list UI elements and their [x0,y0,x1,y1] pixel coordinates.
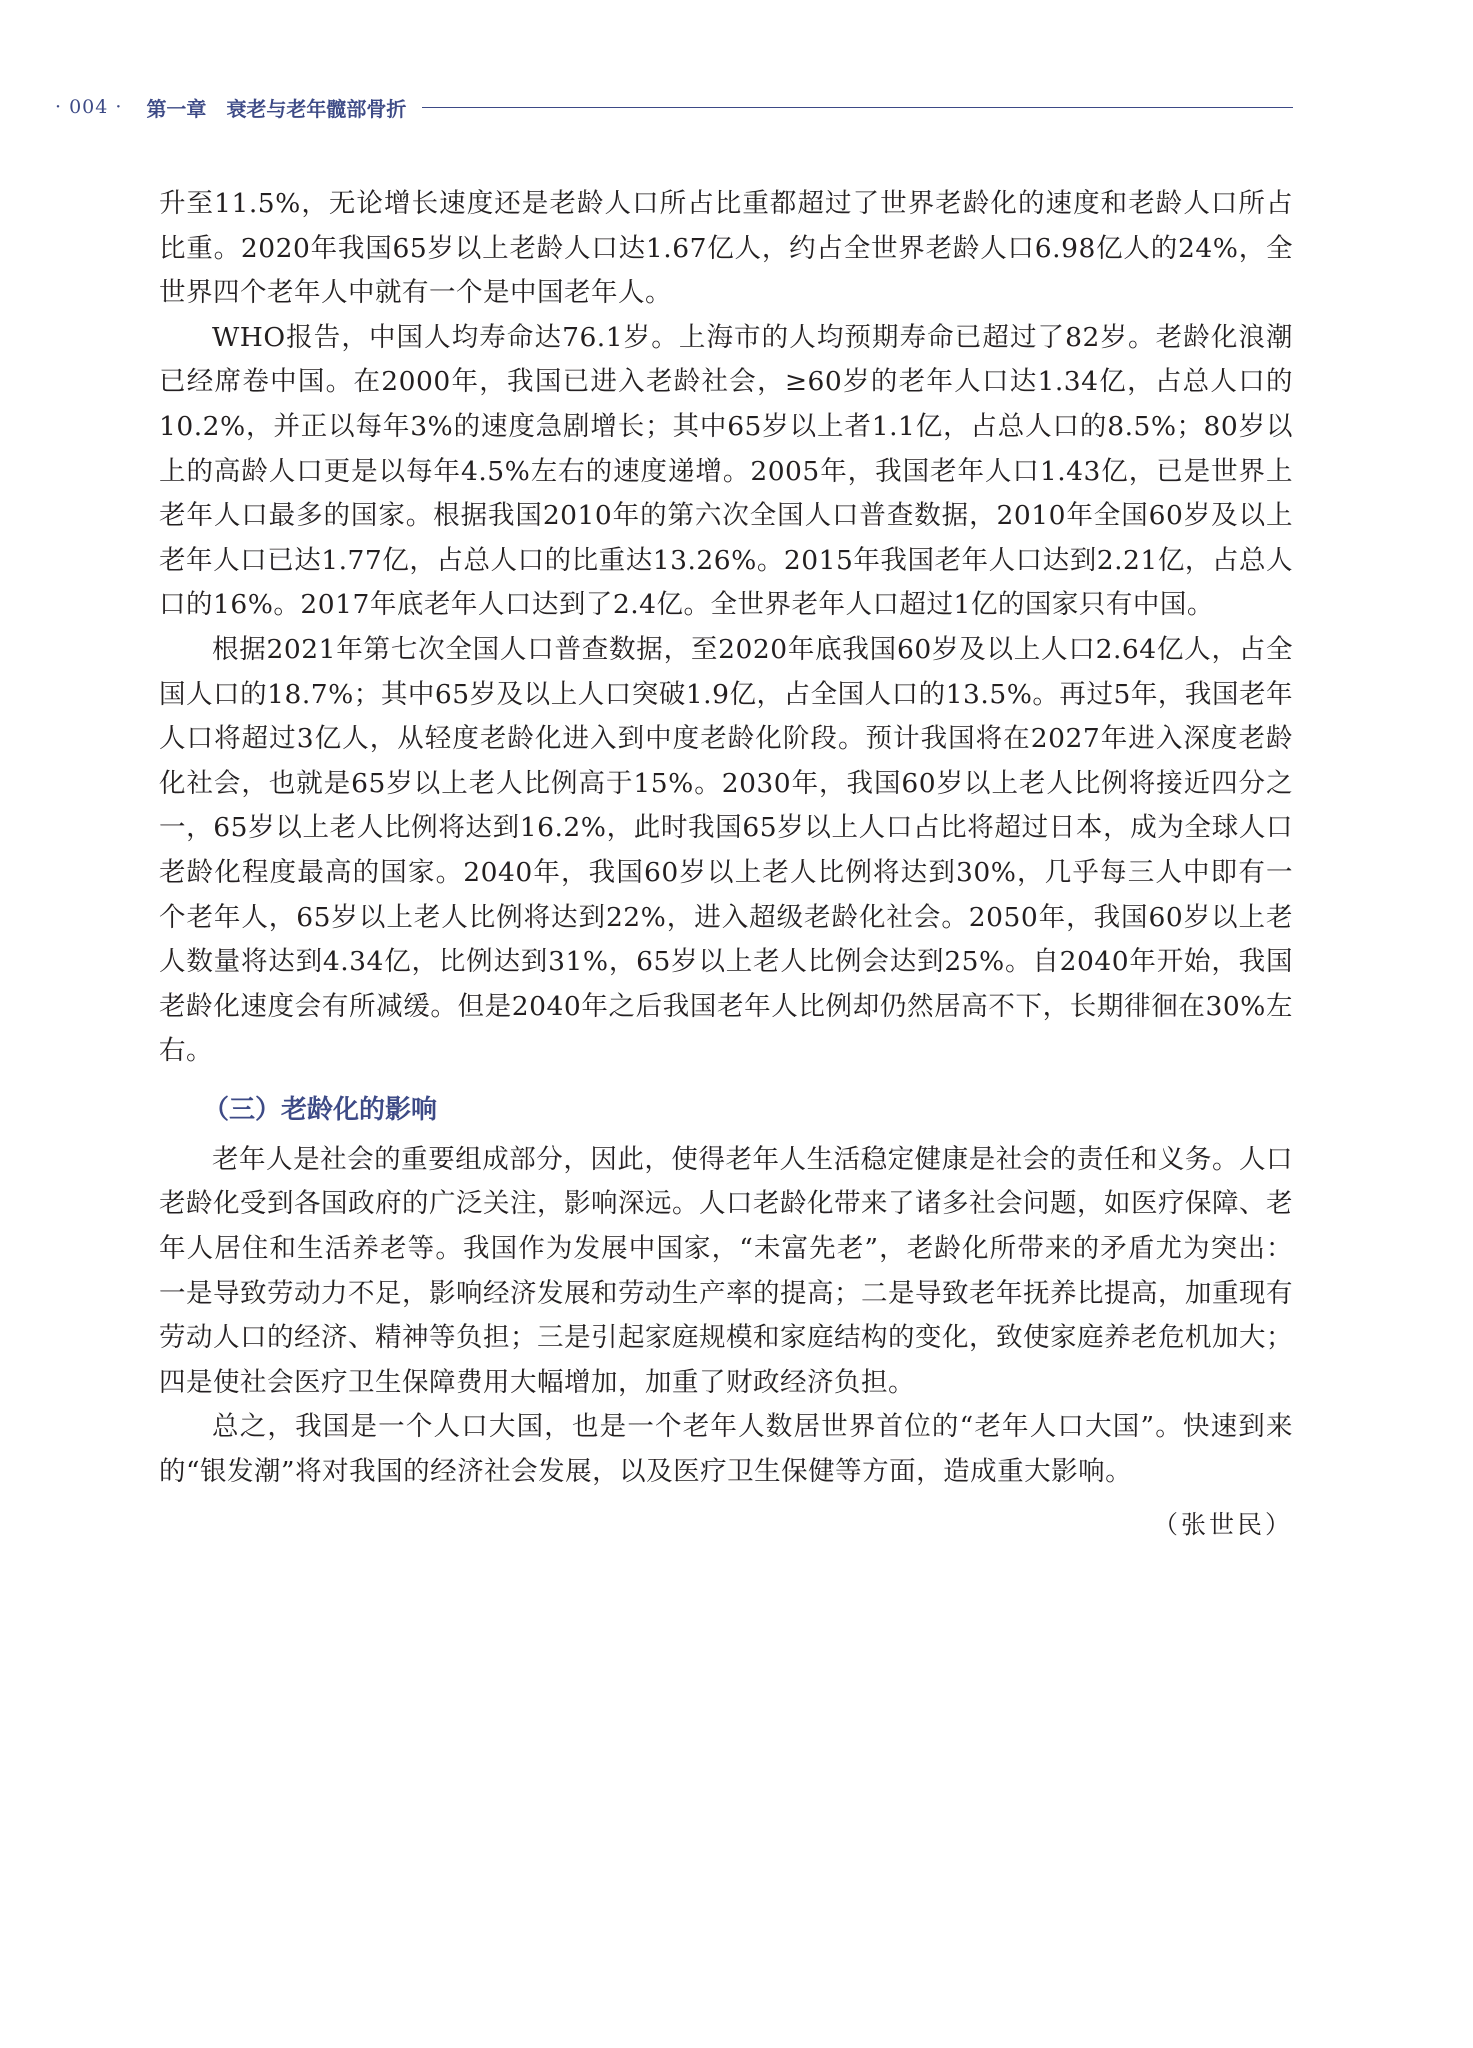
chapter-label: 第一章 [146,96,207,121]
running-header [55,92,1293,122]
author-attribution: （张世民） [1152,1509,1293,1539]
paragraph-3: 根据2021年第七次全国人口普查数据，至2020年底我国60岁及以上人口2.64亿人，占全国人口的18.7%；其中65岁及以上人口突破1.9亿，占全国人口的13.5%。再过5年，我国老年人口将超过3亿人，从轻度老龄化进入到中度老龄化阶段。预计我国将在2027年进入深度老龄化社会，也就是65岁以上老人比例高于15%。2030年，我国60岁以上老人比例将接近四分之一，65岁以上老人比例将达到16.2%，此时我国65岁以上人口占比将超过日本，成为全球人口老龄化程度最高的国家。2040年，我国60岁以上老人比例将达到30%，几乎每三人中即有一个老年人，65岁以上老人比例将达到22%，进入超级老龄化社会。2050年，我国60岁以上老人数量将达到4.34亿，比例达到31%，65岁以上老人比例会达到25%。自2040年开始，我国老龄化速度会有所减缓。但是2040年之后我国老年人比例却仍然居高不下，长期徘徊在30%左右。 [159,633,1293,1067]
chapter-title: 衰老与老年髋部骨折 [226,96,407,121]
section-paragraph-2: 总之，我国是一个人口大国，也是一个老年人数居世界首位的“老年人口大国”。快速到来的“银发潮”将对我国的经济社会发展，以及医疗卫生保健等方面，造成重大影响。 [159,1411,1293,1488]
section-heading: （三）老龄化的影响 [203,1094,438,1125]
header-rule [422,107,1293,108]
section-paragraph-1: 老年人是社会的重要组成部分，因此，使得老年人生活稳定健康是社会的责任和义务。人口老龄化受到各国政府的广泛关注，影响深远。人口老龄化带来了诸多社会问题，如医疗保障、老年人居住和生活养老等。我国作为发展中国家，“未富先老”，老龄化所带来的矛盾尤为突出：一是导致劳动力不足，影响经济发展和劳动生产率的提高；二是导致老年抚养比提高，加重现有劳动人口的经济、精神等负担；三是引起家庭规模和家庭结构的变化，致使家庭养老危机加大；四是使社会医疗卫生保障费用大幅增加，加重了财政经济负担。 [159,1143,1293,1398]
paragraph-1: 升至11.5%，无论增长速度还是老龄人口所占比重都超过了世界老龄化的速度和老龄人口所占比重。2020年我国65岁以上老龄人口达1.67亿人，约占全世界老龄人口6.98亿人的24%，全世界四个老年人中就有一个是中国老年人。 [159,188,1293,309]
paragraph-2: WHO报告，中国人均寿命达76.1岁。上海市的人均预期寿命已超过了82岁。老龄化浪潮已经席卷中国。在2000年，我国已进入老龄社会，≥60岁的老年人口达1.34亿，占总人口的10.2%，并正以每年3%的速度急剧增长；其中65岁以上者1.1亿，占总人口的8.5%；80岁以上的高龄人口更是以每年4.5%左右的速度递增。2005年，我国老年人口1.43亿，已是世界上老年人口最多的国家。根据我国2010年的第六次全国人口普查数据，2010年全国60岁及以上老年人口已达1.77亿，占总人口的比重达13.26%。2015年我国老年人口达到2.21亿，占总人口的16%。2017年底老年人口达到了2.4亿。全世界老年人口超过1亿的国家只有中国。 [159,321,1293,621]
page-number: · 004 · [55,96,123,118]
body-text [159,182,1293,1547]
